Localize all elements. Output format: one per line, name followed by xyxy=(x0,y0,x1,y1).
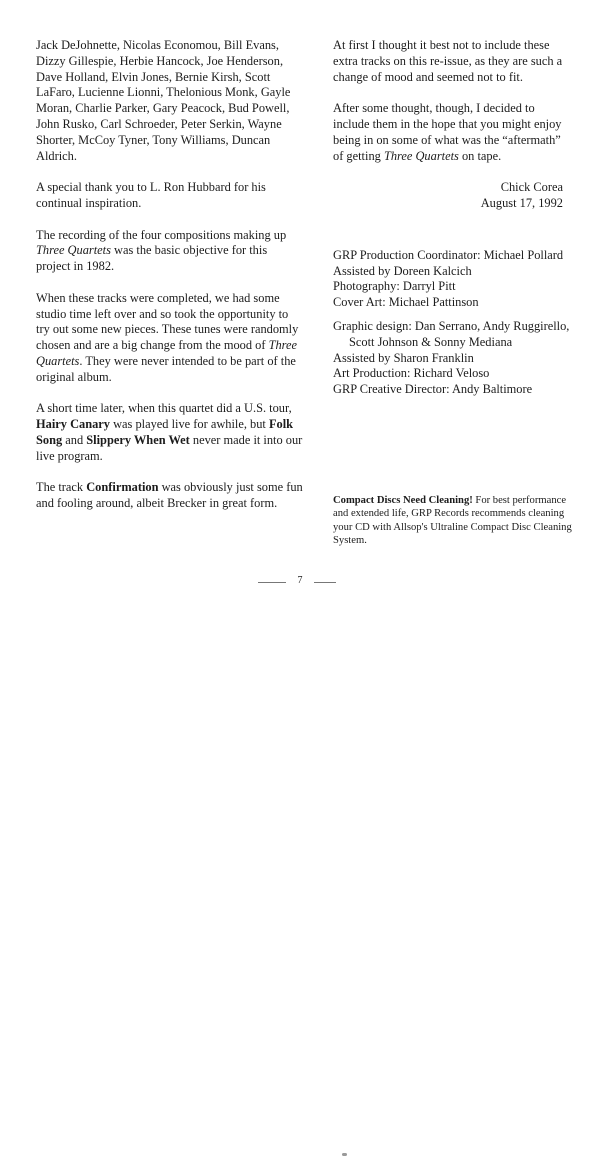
credit-line: Assisted by Doreen Kalcich xyxy=(333,263,472,278)
credit-line: GRP Creative Director: Andy Baltimore xyxy=(333,382,533,397)
left-column xyxy=(36,38,304,528)
album-title: Three Quartets xyxy=(36,338,298,368)
acknowledged-names: Jack DeJohnette, Nicolas Economou, Bill Evans, Dizzy Gillespie, Herbie Hancock, Joe Henderson, Dave Holland, Elvin Jones, Bernie Kirsh, Scott LaFaro, Lucienne Lionni, Thelonious Monk, Gayle Moran, Charlie Parker, Gary Peacock, Bud Powell, John Rusko, Carl Schroeder, Peter Serkin, Wayne Shorter, McCoy Tyner, Tony Williams, Duncan Aldrich. xyxy=(36,38,291,163)
footer-rule-right xyxy=(314,582,336,583)
credit-line: GRP Production Coordinator: Michael Pollard xyxy=(333,247,564,262)
credit-line: Graphic design: Dan Serrano, Andy Ruggirello, Scott Johnson & Sonny Mediana xyxy=(333,318,570,349)
thanks-paragraph: A special thank you to L. Ron Hubbard for his continual inspiration. xyxy=(36,180,266,210)
credits-block xyxy=(333,248,573,398)
page-footer xyxy=(0,575,600,589)
credits-group-production xyxy=(333,248,573,311)
signature-date: August 17, 1992 xyxy=(480,195,563,210)
signature-name: Chick Corea xyxy=(500,180,563,195)
album-title: Three Quartets xyxy=(36,243,111,258)
track-slippery-when-wet: Slippery When Wet xyxy=(86,432,190,447)
credit-line: Photography: Darryl Pitt xyxy=(333,279,456,294)
album-title: Three Quartets xyxy=(383,148,459,163)
after-thought-paragraph: After some thought, though, I decided to include them in the hope that you might enjoy being in on some of what was the “aftermath” of getting Three Quartets on tape. xyxy=(333,101,562,163)
first-thought-paragraph: At first I thought it best not to include these extra tracks on this re-issue, as they are such a change of mood and seemed not to fit. xyxy=(333,38,563,84)
tour-paragraph: A short time later, when this quartet did a U.S. tour, Hairy Canary was played live for awhile, but Folk Song and Slippery When Wet never made it into our live program. xyxy=(36,401,303,463)
track-folk-song: Folk Song xyxy=(36,417,294,447)
credit-line: Cover Art: Michael Pattinson xyxy=(333,295,479,310)
confirmation-paragraph: The track Confirmation was obviously just some fun and fooling around, albeit Brecker in great form. xyxy=(36,480,303,511)
credits-group-design xyxy=(333,319,573,398)
cleaning-notice-heading: Compact Discs Need Cleaning! xyxy=(333,495,473,506)
tracks-paragraph: When these tracks were completed, we had some studio time left over and so took the opportunity to try out some new pieces. These tunes were randomly chosen and are a big change from the mood of Three Quartets. They were never intended to be part of the original album. xyxy=(36,290,299,384)
page-number: 7 xyxy=(297,575,303,586)
recording-paragraph: The recording of the four compositions making up Three Quartets was the basic objective for this project in 1982. xyxy=(36,227,287,274)
cleaning-notice: Compact Discs Need Cleaning! For best performance and extended life, GRP Records recommends cleaning your CD with Allsop's Ultraline Compact Disc Cleaning System. xyxy=(333,495,572,547)
track-confirmation: Confirmation xyxy=(86,480,159,495)
credit-line: Assisted by Sharon Franklin xyxy=(333,350,474,365)
credit-line: Art Production: Richard Veloso xyxy=(333,366,490,381)
track-hairy-canary: Hairy Canary xyxy=(36,417,110,432)
footer-rule-left xyxy=(258,582,286,583)
right-column xyxy=(333,38,573,406)
